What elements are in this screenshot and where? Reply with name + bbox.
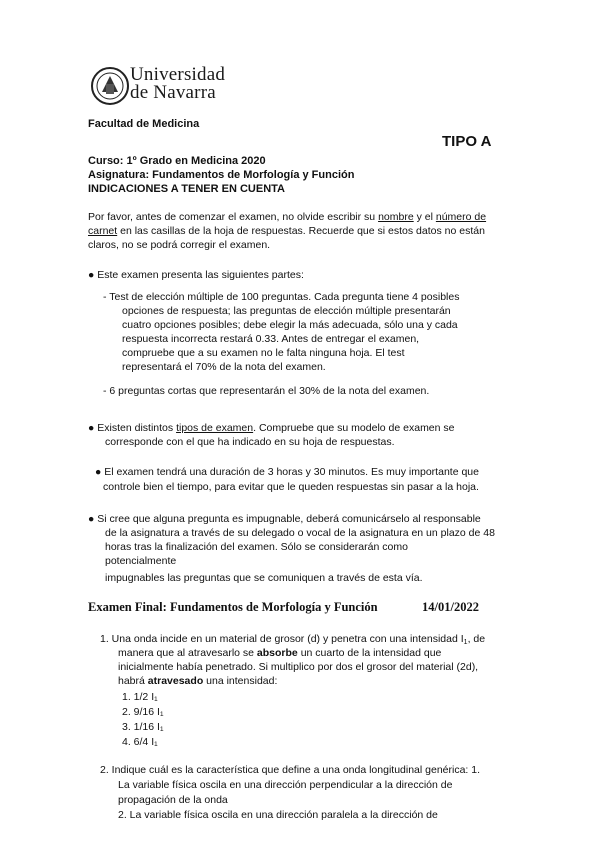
test-line-3: cuatro opciones posibles; debe elegir la más adecuada, sólo una y cada xyxy=(122,319,458,331)
q2-line-3: propagación de la onda xyxy=(118,794,228,806)
test-line-6: representará el 70% de la nota del examen. xyxy=(122,361,326,373)
q1-line-2: manera que al atravesarlo se absorbe un cuarto de la intensidad que xyxy=(118,647,442,659)
appeal-line-4: potencialmente xyxy=(105,555,177,567)
q2-line-2: La variable física oscila en una dirección perpendicular a la dirección de xyxy=(118,779,453,791)
appeal-line-1: ● Si cree que alguna pregunta es impugnable, deberá comunicárselo al responsable xyxy=(88,513,481,525)
exam-types-line-2: corresponde con el que ha indicado en su hoja de respuestas. xyxy=(105,436,395,448)
course-line: Curso: 1º Grado en Medicina 2020 xyxy=(88,155,266,167)
appeal-line-2: de la asignatura a través de su delegado o vocal de la asignatura en un plazo de 48 xyxy=(105,527,495,539)
intro-line-1: Por favor, antes de comenzar el examen, no olvide escribir su nombre y el número de xyxy=(88,211,487,223)
q1-line-1: 1. Una onda incide en un material de grosor (d) y penetra con una intensidad $I_1$, de xyxy=(100,633,486,646)
parts-bullet: ● Este examen presenta las siguientes partes: xyxy=(88,269,304,281)
test-line-2: opciones de respuesta; las preguntas de elección múltiple presentarán xyxy=(122,305,451,317)
q1-option-3: 3. 1/16 I₁ xyxy=(122,721,164,733)
test-line-5: compruebe que a su examen no le falta ninguna hoja. El test xyxy=(122,347,405,359)
faculty-label: Facultad de Medicina xyxy=(88,118,200,130)
q1-option-1: 1. 1/2 I₁ xyxy=(122,691,158,703)
duration-line-2: controle bien el tiempo, para evitar que le queden respuestas sin pasar a la hoja. xyxy=(103,481,479,493)
q1-line-3: inicialmente había penetrado. Si multiplico por dos el grosor del material (2d), xyxy=(118,661,479,673)
short-questions-line: - 6 preguntas cortas que representarán el 30% de la nota del examen. xyxy=(103,385,430,397)
intro-line-3: claros, no se podrá corregir el examen. xyxy=(88,239,271,251)
subject-line: Asignatura: Fundamentos de Morfología y Función xyxy=(88,169,355,181)
exam-title: Examen Final: Fundamentos de Morfología y Función xyxy=(88,600,378,614)
intro-line-2: carnet en las casillas de la hoja de respuestas. Recuerde que si estos datos no están xyxy=(88,225,485,237)
duration-line-1: ● El examen tendrá una duración de 3 horas y 30 minutos. Es muy importante que xyxy=(95,466,479,478)
test-line-4: respuesta incorrecta restará 0.33. Antes de entregar el examen, xyxy=(122,333,420,345)
university-logo-text: Universidad de Navarra xyxy=(130,64,226,103)
appeal-line-3: horas tras la finalización del examen. Sólo se considerarán como xyxy=(105,541,408,553)
q2-line-1: 2. Indique cuál es la característica que define a una onda longitudinal genérica: 1. xyxy=(100,764,481,776)
test-line-1: - Test de elección múltiple de 100 preguntas. Cada pregunta tiene 4 posibles xyxy=(103,291,460,303)
q2-line-4: 2. La variable física oscila en una dirección paralela a la dirección de xyxy=(118,809,438,821)
q1-option-2: 2. 9/16 I₁ xyxy=(122,706,164,718)
q1-option-4: 4. 6/4 I₁ xyxy=(122,736,158,748)
exam-type: TIPO A xyxy=(442,133,492,150)
instructions-heading: INDICACIONES A TENER EN CUENTA xyxy=(88,183,285,195)
q1-line-4: habrá atravesado una intensidad: xyxy=(118,675,278,687)
appeal-line-5: impugnables las preguntas que se comuniquen a través de esta vía. xyxy=(105,572,423,584)
exam-date: 14/01/2022 xyxy=(422,600,479,614)
exam-types-line-1: ● Existen distintos tipos de examen. Compruebe que su modelo de examen se xyxy=(88,422,455,434)
